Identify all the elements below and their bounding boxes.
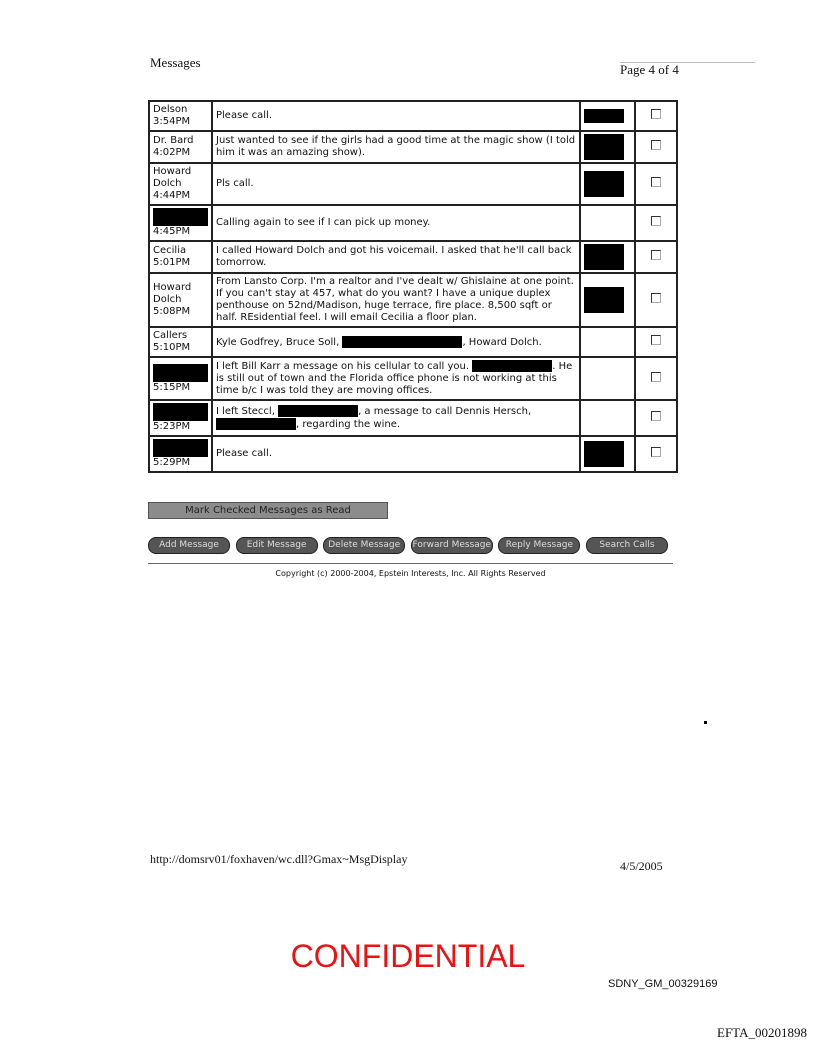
mark-read-button[interactable]: Mark Checked Messages as Read [148, 502, 388, 519]
caller-line: 5:01PM [153, 257, 191, 268]
caller-cell [149, 131, 212, 163]
caller-line: Dr. Bard [153, 135, 194, 146]
message-text: Please call. [216, 448, 272, 459]
redaction-bar [278, 405, 358, 417]
checkbox-cell [635, 436, 677, 472]
checkbox-cell [635, 241, 677, 273]
redaction-block [584, 109, 624, 123]
checkbox-cell [635, 273, 677, 327]
page-number: Page 4 of 4 [620, 62, 679, 77]
message-row [149, 205, 677, 241]
checkbox-cell [635, 205, 677, 241]
redaction-block [584, 171, 624, 197]
redaction-block [153, 208, 208, 226]
efta-number: EFTA_00201898 [717, 1025, 807, 1040]
caller-line: Dolch [153, 294, 182, 305]
message-text-part: . He is still out of town and the Florida office phone is not working at this time b/c I was told they are moving offices. [216, 361, 573, 396]
message-text-cell [212, 327, 580, 357]
caller-cell [149, 101, 212, 131]
caller-line: Cecilia [153, 245, 187, 256]
caller-cell [149, 436, 212, 472]
message-text: Pls call. [216, 178, 254, 189]
phone-cell [580, 163, 635, 205]
message-text-part: , regarding the wine. [296, 419, 401, 430]
print-date: 4/5/2005 [620, 859, 663, 873]
caller-line: Callers [153, 330, 188, 341]
message-text-part: Kyle Godfrey, Bruce Soll, [216, 336, 343, 348]
redaction-block [584, 287, 624, 313]
caller-line: 5:15PM [153, 381, 191, 393]
message-checkbox[interactable] [651, 372, 661, 382]
phone-cell [580, 436, 635, 472]
redaction-bar [472, 360, 552, 372]
message-text-cell [212, 273, 580, 327]
phone-cell [580, 101, 635, 131]
caller-line: Howard [153, 166, 192, 177]
add-message-button[interactable]: Add Message [148, 537, 230, 554]
caller-cell [149, 205, 212, 241]
caller-line: 5:29PM [153, 457, 191, 468]
message-text-cell [212, 436, 580, 472]
message-text-cell [212, 241, 580, 273]
edit-message-button[interactable]: Edit Message [236, 537, 318, 554]
checkbox-cell [635, 400, 677, 436]
message-checkbox[interactable] [651, 109, 661, 119]
message-checkbox[interactable] [651, 293, 661, 303]
message-row [149, 131, 677, 163]
phone-cell [580, 357, 635, 400]
phone-cell [580, 327, 635, 357]
message-text-cell [212, 357, 580, 400]
caller-cell [149, 327, 212, 357]
message-checkbox[interactable] [651, 140, 661, 150]
caller-line: Delson [153, 104, 188, 115]
message-text-cell [212, 205, 580, 241]
caller-line: 5:10PM [153, 342, 191, 353]
message-row [149, 273, 677, 327]
message-checkbox[interactable] [651, 335, 661, 345]
checkbox-cell [635, 327, 677, 357]
message-checkbox[interactable] [651, 250, 661, 260]
page-url: http://domsrv01/foxhaven/wc.dll?Gmax~MsgDisplay [150, 852, 408, 866]
bates-number: SDNY_GM_00329169 [608, 978, 718, 990]
message-text-part: , a message to call Dennis Hersch, [358, 406, 532, 417]
caller-line: 4:45PM [153, 226, 191, 237]
message-text-cell [212, 131, 580, 163]
message-text-part: I left Bill Karr a message on his cellular to call you. [216, 361, 473, 372]
caller-line: Howard [153, 282, 192, 293]
phone-cell [580, 205, 635, 241]
message-text-cell [212, 400, 580, 436]
action-button-row [148, 537, 668, 554]
caller-line: Dolch [153, 178, 182, 189]
message-text: Please call. [216, 110, 272, 121]
caller-line: 4:02PM [153, 147, 191, 158]
caller-line: 4:44PM [153, 190, 191, 201]
message-text-part: , Howard Dolch. [462, 336, 542, 348]
page-header-title: Messages [150, 55, 201, 70]
message-row [149, 101, 677, 131]
phone-cell [580, 400, 635, 436]
checkbox-cell [635, 163, 677, 205]
scan-speck [704, 721, 707, 724]
message-text-cell [212, 101, 580, 131]
message-text-cell [212, 163, 580, 205]
message-checkbox[interactable] [651, 447, 661, 457]
phone-cell [580, 241, 635, 273]
redaction-block [584, 441, 624, 467]
caller-cell [149, 357, 212, 400]
redaction-block [153, 364, 208, 382]
phone-cell [580, 131, 635, 163]
message-text-part: I left Steccl, [216, 406, 279, 417]
caller-line: 5:23PM [153, 421, 191, 432]
checkbox-cell [635, 357, 677, 400]
message-row [149, 163, 677, 205]
message-text: From Lansto Corp. I'm a realtor and I've dealt w/ Ghislaine at one point. If you can't stay at 457, what do you want? I have a unique duplex penthouse on 52nd/Madison, huge terrace, fire place. 8,500 sqft or half. REsidential feel. I will email Cecilia a floor plan. [216, 276, 574, 323]
caller-line: 5:08PM [153, 306, 191, 317]
message-text: Calling again to see if I can pick up money. [216, 217, 431, 228]
redaction-block [153, 439, 208, 457]
redaction-block [584, 134, 624, 160]
caller-cell [149, 400, 212, 436]
redaction-block [153, 403, 208, 421]
caller-line: 3:54PM [153, 116, 191, 127]
message-checkbox[interactable] [651, 411, 661, 421]
message-checkbox[interactable] [651, 216, 661, 226]
message-row [149, 357, 677, 400]
messages-table [148, 100, 678, 473]
caller-cell [149, 163, 212, 205]
redaction-bar [216, 418, 296, 430]
confidential-stamp: CONFIDENTIAL [290, 938, 526, 974]
message-row [149, 241, 677, 273]
reply-message-button[interactable]: Reply Message [498, 537, 580, 554]
copyright-notice: Copyright (c) 2000-2004, Epstein Interests, Inc. All Rights Reserved [275, 569, 546, 578]
checkbox-cell [635, 131, 677, 163]
phone-cell [580, 273, 635, 327]
footer-rule [148, 563, 673, 564]
redaction-block [584, 244, 624, 270]
message-row [149, 327, 677, 357]
forward-message-button[interactable]: Forward Message [411, 537, 493, 554]
message-row [149, 436, 677, 472]
message-text: I called Howard Dolch and got his voicemail. I asked that he'll call back tomorrow. [216, 245, 572, 268]
message-row [149, 400, 677, 436]
message-checkbox[interactable] [651, 177, 661, 187]
caller-cell [149, 241, 212, 273]
caller-cell [149, 273, 212, 327]
search-calls-button[interactable]: Search Calls [586, 537, 668, 554]
redaction-bar [342, 336, 462, 348]
message-text: Just wanted to see if the girls had a good time at the magic show (I told him it was an amazing show). [216, 135, 576, 158]
delete-message-button[interactable]: Delete Message [323, 537, 405, 554]
checkbox-cell [635, 101, 677, 131]
